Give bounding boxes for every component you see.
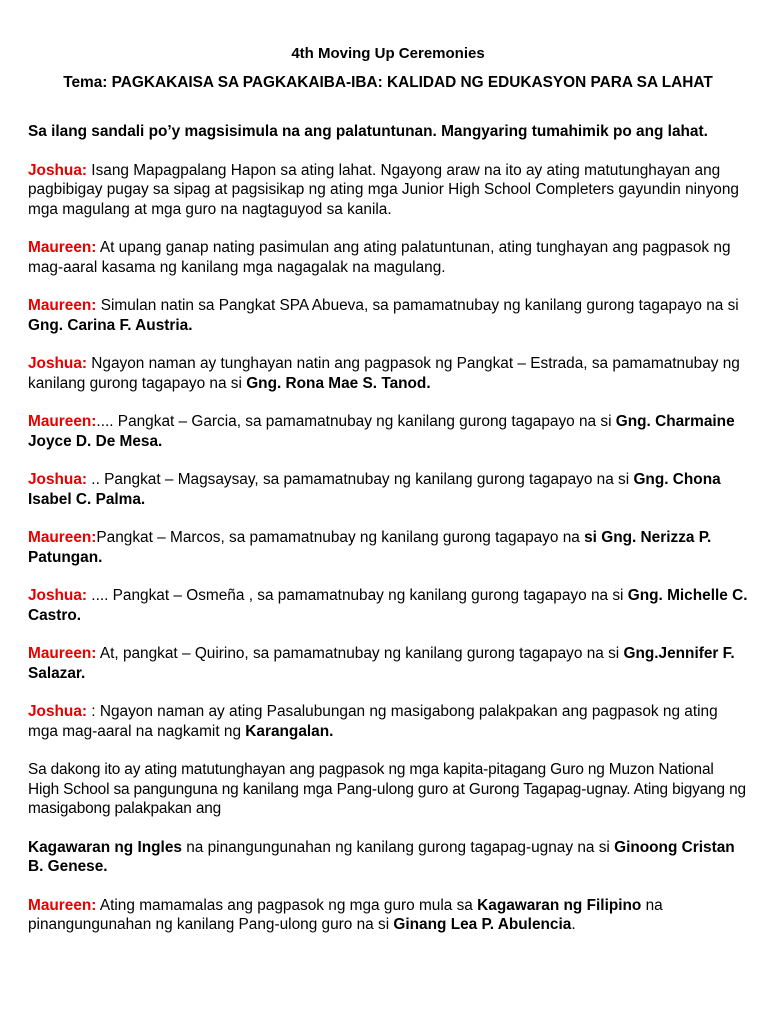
adviser-name: si Gng. Nerizza P. Patungan. [28,529,712,566]
paragraph-text: na pinangungunahan ng kanilang gurong tagapag-ugnay na si [181,838,615,856]
adviser-name: Gng. Carina F. Austria. [28,316,193,334]
adviser-name: Gng. Rona Mae S. Tanod. [246,374,431,392]
opening-announcement: Sa ilang sandali po’y magsisimula na ang palatuntunan. Mangyaring tumahimik po ang lahat. [28,123,708,140]
speaker-label: Joshua: [28,471,88,488]
department-name: Kagawaran ng Filipino [477,896,642,914]
department-name: Kagawaran ng Ingles [28,838,182,856]
speaker-label: Maureen: [28,239,97,256]
script-paragraph-marcos [28,528,748,567]
adviser-name: Gng.Jennifer F. Salazar. [28,645,735,682]
speaker-label: Maureen: [28,297,97,314]
adviser-name: Gng. Charmaine Joyce D. De Mesa. [28,413,735,450]
script-paragraph-abueva [28,296,748,335]
paragraph-text: Ngayon naman ay tunghayan natin ang pagpasok ng Pangkat – Estrada, sa pamamatnubay ng kanilang gurong tagapayo na si [28,355,740,392]
speaker-label: Maureen: [28,529,97,546]
paragraph-text: At, pangkat – Quirino, sa pamamatnubay ng kanilang gurong tagapayo na si [96,645,624,662]
script-paragraph-ingles [28,838,748,877]
honor-label: Karangalan. [245,722,334,740]
script-paragraph-osmena [28,586,748,625]
script-paragraph-quirino [28,644,748,683]
paragraph-text: .... Pangkat – Osmeña , sa pamamatnubay ng kanilang gurong tagapayo na si [87,587,628,604]
speaker-label: Maureen: [28,896,97,914]
script-paragraph-teachers [28,760,748,819]
speaker-label: Joshua: [28,587,88,604]
speaker-label: Joshua: [28,161,88,179]
speaker-label: Joshua: [28,355,88,372]
paragraph-text: .... Pangkat – Garcia, sa pamamatnubay ng kanilang gurong tagapayo na si [96,413,616,430]
document-title: 4th Moving Up Ceremonies [291,45,485,62]
speaker-label: Joshua: [28,703,88,720]
script-paragraph-karangalan [28,702,748,741]
script-paragraph-joshua-greeting [28,161,748,220]
script-paragraph-estrada [28,354,748,393]
script-paragraph-filipino [28,896,748,935]
script-paragraph-maureen-start [28,238,748,277]
script-paragraph-garcia [28,412,748,451]
paragraph-text: .. Pangkat – Magsaysay, sa pamamatnubay ng kanilang gurong tagapayo na si [87,471,634,488]
paragraph-text: Simulan natin sa Pangkat SPA Abueva, sa pamamatnubay ng kanilang gurong tagapayo na si [96,297,739,314]
paragraph-text: Pangkat – Marcos, sa pamamatnubay ng kanilang gurong tagapayo na [96,529,585,546]
document-theme: Tema: PAGKAKAISA SA PAGKAKAIBA-IBA: KALIDAD NG EDUKASYON PARA SA LAHAT [63,74,713,91]
script-paragraph-magsaysay [28,470,748,509]
coordinator-name: Ginoong Cristan B. Genese. [28,838,735,875]
paragraph-text: Isang Mapagpalang Hapon sa ating lahat. Ngayong araw na ito ay ating matutunghayan ang pagbibigay pugay sa sipag at pagsisikap ng ating mga Junior High School Completers gayundin ninyong mga magulang at mga guro na nagtaguyod sa kanila. [28,161,739,218]
adviser-name: Gng. Chona Isabel C. Palma. [28,471,721,508]
paragraph-text: At upang ganap nating pasimulan ang ating palatuntunan, ating tunghayan ang pagpasok ng mag-aaral kasama ng kanilang mga nagagalak na magulang. [28,239,731,276]
head-teacher-name: Ginang Lea P. Abulencia [393,916,572,933]
paragraph-text: . [571,916,576,933]
speaker-label: Maureen: [28,413,97,430]
adviser-name: Gng. Michelle C. Castro. [28,587,748,624]
paragraph-text: Sa dakong ito ay ating matutunghayan ang pagpasok ng mga kapita-pitagang Guro ng Muzon National High School sa pangunguna ng kanilang mga Pang-ulong guro at Gurong Tagapag-ugnay. Ating bigyang ng masigabong palakpakan ang [28,761,746,817]
paragraph-text: Ating mamamalas ang pagpasok ng mga guro mula sa [96,896,478,914]
speaker-label: Maureen: [28,645,97,662]
document-page [28,44,748,935]
paragraph-text: na pinangungunahan ng kanilang Pang-ulong guro na si [28,896,663,933]
paragraph-text: : Ngayon naman ay ating Pasalubungan ng masigabong palakpakan ang pagpasok ng ating mga mag-aaral na nagkamit ng [28,703,718,740]
